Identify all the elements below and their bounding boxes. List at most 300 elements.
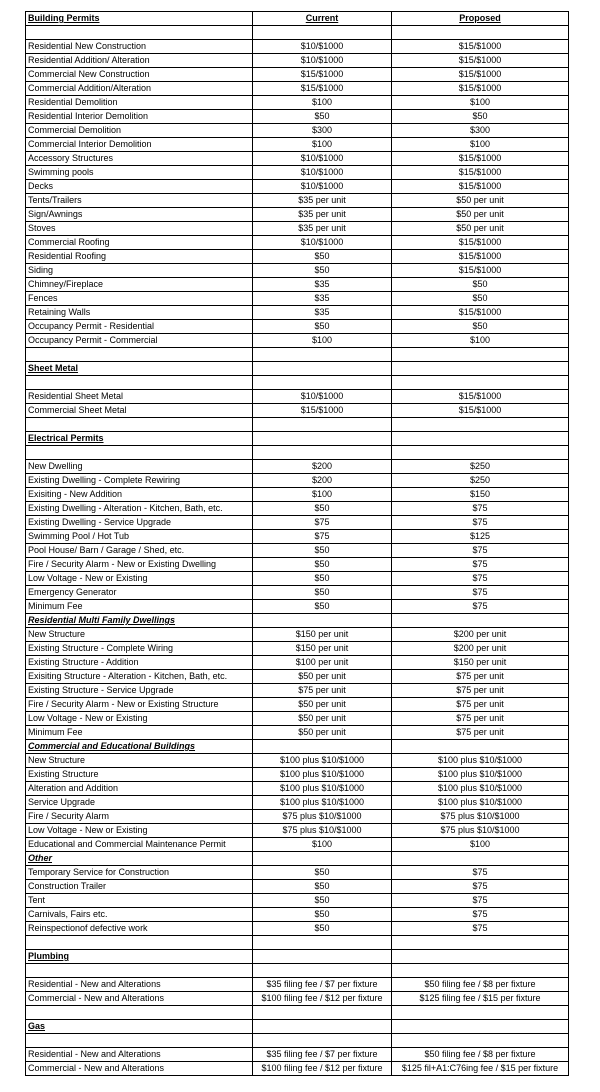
- proposed-fee-cell: [392, 446, 569, 460]
- fee-category-cell: [26, 26, 253, 40]
- blank-row: [26, 348, 569, 362]
- current-fee-cell: $200: [253, 474, 392, 488]
- fee-category-cell: Swimming Pool / Hot Tub: [26, 530, 253, 544]
- table-row: [26, 698, 569, 712]
- fee-category-cell: [26, 348, 253, 362]
- table-row: [26, 236, 569, 250]
- table-row: [26, 782, 569, 796]
- current-fee-cell: $50: [253, 922, 392, 936]
- current-fee-cell: $75 per unit: [253, 684, 392, 698]
- current-fee-cell: [253, 418, 392, 432]
- fee-category-cell: [26, 376, 253, 390]
- table-row: [26, 712, 569, 726]
- proposed-fee-cell: $15/$1000: [392, 180, 569, 194]
- proposed-fee-cell: $15/$1000: [392, 54, 569, 68]
- table-row: [26, 334, 569, 348]
- fee-category-cell: Retaining Walls: [26, 306, 253, 320]
- table-row: [26, 908, 569, 922]
- table-row: [26, 516, 569, 530]
- current-fee-cell: $35 filing fee / $7 per fixture: [253, 978, 392, 992]
- table-row: [26, 460, 569, 474]
- proposed-fee-cell: $250: [392, 460, 569, 474]
- current-fee-cell: [253, 740, 392, 754]
- blank-row: [26, 418, 569, 432]
- current-fee-cell: [253, 446, 392, 460]
- column-header-proposed: Proposed: [392, 12, 569, 26]
- current-fee-cell: $50: [253, 908, 392, 922]
- fee-category-cell: Residential Addition/ Alteration: [26, 54, 253, 68]
- proposed-fee-cell: [392, 376, 569, 390]
- subsection-heading-row: [26, 614, 569, 628]
- current-fee-cell: $35 filing fee / $7 per fixture: [253, 1048, 392, 1062]
- fee-category-cell: Fire / Security Alarm: [26, 810, 253, 824]
- fee-category-cell: Existing Structure - Complete Wiring: [26, 642, 253, 656]
- fee-category-cell: Low Voltage - New or Existing: [26, 824, 253, 838]
- proposed-fee-cell: [392, 418, 569, 432]
- table-row: [26, 54, 569, 68]
- fee-category-cell: [26, 446, 253, 460]
- fee-category-cell: Service Upgrade: [26, 796, 253, 810]
- fee-category-cell: Educational and Commercial Maintenance Permit: [26, 838, 253, 852]
- table-row: [26, 166, 569, 180]
- current-fee-cell: $75: [253, 516, 392, 530]
- fee-category-cell: Tent: [26, 894, 253, 908]
- current-fee-cell: $100: [253, 138, 392, 152]
- table-row: [26, 992, 569, 1006]
- table-row: [26, 600, 569, 614]
- proposed-fee-cell: [392, 614, 569, 628]
- proposed-fee-cell: [392, 26, 569, 40]
- current-fee-cell: $50 per unit: [253, 712, 392, 726]
- section-heading-row: [26, 362, 569, 376]
- current-fee-cell: $50: [253, 544, 392, 558]
- table-row: [26, 530, 569, 544]
- fee-category-cell: Commercial - New and Alterations: [26, 992, 253, 1006]
- fee-category-cell: Exisiting - New Addition: [26, 488, 253, 502]
- table-row: [26, 180, 569, 194]
- current-fee-cell: $15/$1000: [253, 82, 392, 96]
- fee-category-cell: Residential Sheet Metal: [26, 390, 253, 404]
- permit-fee-table: [25, 11, 569, 1076]
- fee-category-cell: Existing Dwelling - Service Upgrade: [26, 516, 253, 530]
- table-row: [26, 824, 569, 838]
- fee-category-cell: New Dwelling: [26, 460, 253, 474]
- fee-category-cell: Sign/Awnings: [26, 208, 253, 222]
- current-fee-cell: [253, 1006, 392, 1020]
- current-fee-cell: [253, 348, 392, 362]
- fee-category-cell: Commercial and Educational Buildings: [26, 740, 253, 754]
- proposed-fee-cell: $50 filing fee / $8 per fixture: [392, 1048, 569, 1062]
- fee-category-cell: Existing Structure: [26, 768, 253, 782]
- fee-category-cell: Carnivals, Fairs etc.: [26, 908, 253, 922]
- table-row: [26, 642, 569, 656]
- fee-category-cell: Siding: [26, 264, 253, 278]
- table-row: [26, 838, 569, 852]
- proposed-fee-cell: [392, 936, 569, 950]
- proposed-fee-cell: $75: [392, 922, 569, 936]
- section-heading-row: [26, 950, 569, 964]
- proposed-fee-cell: [392, 1020, 569, 1034]
- fee-category-cell: Existing Dwelling - Complete Rewiring: [26, 474, 253, 488]
- table-row: [26, 110, 569, 124]
- current-fee-cell: $75 plus $10/$1000: [253, 824, 392, 838]
- table-row: [26, 572, 569, 586]
- fee-category-cell: Occupancy Permit - Commercial: [26, 334, 253, 348]
- current-fee-cell: $35: [253, 306, 392, 320]
- fee-category-cell: [26, 1034, 253, 1048]
- fee-category-cell: New Structure: [26, 628, 253, 642]
- current-fee-cell: $100 plus $10/$1000: [253, 796, 392, 810]
- current-fee-cell: $10/$1000: [253, 40, 392, 54]
- current-fee-cell: $50: [253, 250, 392, 264]
- proposed-fee-cell: $100: [392, 838, 569, 852]
- proposed-fee-cell: $125 filing fee / $15 per fixture: [392, 992, 569, 1006]
- fee-category-cell: Low Voltage - New or Existing: [26, 572, 253, 586]
- proposed-fee-cell: $100 plus $10/$1000: [392, 796, 569, 810]
- blank-row: [26, 446, 569, 460]
- current-fee-cell: $10/$1000: [253, 180, 392, 194]
- fee-category-cell: Construction Trailer: [26, 880, 253, 894]
- fee-category-cell: Commercial Roofing: [26, 236, 253, 250]
- current-fee-cell: $50 per unit: [253, 670, 392, 684]
- blank-row: [26, 964, 569, 978]
- proposed-fee-cell: $50 per unit: [392, 222, 569, 236]
- proposed-fee-cell: $200 per unit: [392, 628, 569, 642]
- table-row: [26, 628, 569, 642]
- proposed-fee-cell: $125: [392, 530, 569, 544]
- fee-category-cell: Other: [26, 852, 253, 866]
- subsection-heading-row: [26, 852, 569, 866]
- proposed-fee-cell: $15/$1000: [392, 82, 569, 96]
- table-row: [26, 768, 569, 782]
- proposed-fee-cell: $50 per unit: [392, 208, 569, 222]
- current-fee-cell: $50: [253, 264, 392, 278]
- table-row: [26, 152, 569, 166]
- current-fee-cell: $100 per unit: [253, 656, 392, 670]
- table-row: [26, 558, 569, 572]
- table-row: [26, 1062, 569, 1076]
- current-fee-cell: [253, 376, 392, 390]
- table-row: [26, 1048, 569, 1062]
- fee-category-cell: Exisiting Structure - Alteration - Kitchen, Bath, etc.: [26, 670, 253, 684]
- fee-category-cell: Chimney/Fireplace: [26, 278, 253, 292]
- proposed-fee-cell: $75: [392, 908, 569, 922]
- current-fee-cell: $10/$1000: [253, 54, 392, 68]
- table-row: [26, 894, 569, 908]
- fee-category-cell: Residential Multi Family Dwellings: [26, 614, 253, 628]
- proposed-fee-cell: $50: [392, 292, 569, 306]
- table-row: [26, 138, 569, 152]
- fee-category-cell: Residential Demolition: [26, 96, 253, 110]
- proposed-fee-cell: $15/$1000: [392, 68, 569, 82]
- header-row: [26, 12, 569, 26]
- fee-category-cell: Commercial - New and Alterations: [26, 1062, 253, 1076]
- blank-row: [26, 1034, 569, 1048]
- current-fee-cell: $150 per unit: [253, 628, 392, 642]
- table-row: [26, 124, 569, 138]
- current-fee-cell: $100 filing fee / $12 per fixture: [253, 992, 392, 1006]
- fee-category-cell: [26, 418, 253, 432]
- current-fee-cell: $10/$1000: [253, 152, 392, 166]
- fee-category-cell: Existing Structure - Addition: [26, 656, 253, 670]
- table-row: [26, 796, 569, 810]
- proposed-fee-cell: $50: [392, 278, 569, 292]
- current-fee-cell: $35 per unit: [253, 194, 392, 208]
- table-row: [26, 880, 569, 894]
- proposed-fee-cell: $15/$1000: [392, 390, 569, 404]
- table-row: [26, 264, 569, 278]
- proposed-fee-cell: [392, 964, 569, 978]
- proposed-fee-cell: $75 plus $10/$1000: [392, 810, 569, 824]
- proposed-fee-cell: $50 per unit: [392, 194, 569, 208]
- fee-category-cell: Commercial New Construction: [26, 68, 253, 82]
- proposed-fee-cell: [392, 1006, 569, 1020]
- fee-category-cell: Electrical Permits: [26, 432, 253, 446]
- proposed-fee-cell: $75: [392, 586, 569, 600]
- fee-category-cell: Plumbing: [26, 950, 253, 964]
- current-fee-cell: $50: [253, 586, 392, 600]
- fee-category-cell: Existing Structure - Service Upgrade: [26, 684, 253, 698]
- blank-row: [26, 936, 569, 950]
- current-fee-cell: $100: [253, 334, 392, 348]
- proposed-fee-cell: $75 per unit: [392, 712, 569, 726]
- proposed-fee-cell: $15/$1000: [392, 166, 569, 180]
- column-header-current: Current: [253, 12, 392, 26]
- table-row: [26, 222, 569, 236]
- proposed-fee-cell: $15/$1000: [392, 404, 569, 418]
- table-row: [26, 656, 569, 670]
- proposed-fee-cell: [392, 1034, 569, 1048]
- proposed-fee-cell: $15/$1000: [392, 40, 569, 54]
- fee-category-cell: Residential Roofing: [26, 250, 253, 264]
- fee-category-cell: New Structure: [26, 754, 253, 768]
- current-fee-cell: $200: [253, 460, 392, 474]
- current-fee-cell: $150 per unit: [253, 642, 392, 656]
- fee-category-cell: Low Voltage - New or Existing: [26, 712, 253, 726]
- blank-row: [26, 26, 569, 40]
- proposed-fee-cell: $75 per unit: [392, 698, 569, 712]
- blank-row: [26, 1006, 569, 1020]
- table-body: [26, 26, 569, 1076]
- table-row: [26, 544, 569, 558]
- fee-category-cell: Fences: [26, 292, 253, 306]
- subsection-heading-row: [26, 740, 569, 754]
- fee-category-cell: Occupancy Permit - Residential: [26, 320, 253, 334]
- current-fee-cell: $10/$1000: [253, 390, 392, 404]
- current-fee-cell: $50: [253, 894, 392, 908]
- current-fee-cell: $10/$1000: [253, 236, 392, 250]
- proposed-fee-cell: $300: [392, 124, 569, 138]
- proposed-fee-cell: $15/$1000: [392, 264, 569, 278]
- current-fee-cell: [253, 936, 392, 950]
- table-row: [26, 754, 569, 768]
- current-fee-cell: $50: [253, 110, 392, 124]
- table-row: [26, 502, 569, 516]
- section-heading-row: [26, 1020, 569, 1034]
- proposed-fee-cell: $150 per unit: [392, 656, 569, 670]
- proposed-fee-cell: $75: [392, 544, 569, 558]
- fee-category-cell: Sheet Metal: [26, 362, 253, 376]
- current-fee-cell: [253, 26, 392, 40]
- current-fee-cell: $100 plus $10/$1000: [253, 782, 392, 796]
- fee-category-cell: Fire / Security Alarm - New or Existing Dwelling: [26, 558, 253, 572]
- proposed-fee-cell: $75 per unit: [392, 684, 569, 698]
- fee-category-cell: Swimming pools: [26, 166, 253, 180]
- table-row: [26, 292, 569, 306]
- table-row: [26, 390, 569, 404]
- table-row: [26, 922, 569, 936]
- proposed-fee-cell: $75: [392, 866, 569, 880]
- current-fee-cell: $50: [253, 866, 392, 880]
- proposed-fee-cell: $50: [392, 320, 569, 334]
- current-fee-cell: $35 per unit: [253, 208, 392, 222]
- current-fee-cell: $50: [253, 502, 392, 516]
- current-fee-cell: [253, 614, 392, 628]
- current-fee-cell: $35 per unit: [253, 222, 392, 236]
- current-fee-cell: [253, 432, 392, 446]
- proposed-fee-cell: $75: [392, 558, 569, 572]
- table-row: [26, 488, 569, 502]
- proposed-fee-cell: [392, 852, 569, 866]
- fee-category-cell: Fire / Security Alarm - New or Existing Structure: [26, 698, 253, 712]
- fee-category-cell: Commercial Addition/Alteration: [26, 82, 253, 96]
- proposed-fee-cell: $125 fil+A1:C76ing fee / $15 per fixture: [392, 1062, 569, 1076]
- table-row: [26, 866, 569, 880]
- fee-category-cell: Residential New Construction: [26, 40, 253, 54]
- current-fee-cell: $50 per unit: [253, 698, 392, 712]
- fee-category-cell: Residential - New and Alterations: [26, 1048, 253, 1062]
- proposed-fee-cell: $100: [392, 96, 569, 110]
- table-row: [26, 404, 569, 418]
- fee-category-cell: Stoves: [26, 222, 253, 236]
- fee-category-cell: [26, 964, 253, 978]
- proposed-fee-cell: $75: [392, 502, 569, 516]
- proposed-fee-cell: $15/$1000: [392, 236, 569, 250]
- current-fee-cell: $100 filing fee / $12 per fixture: [253, 1062, 392, 1076]
- current-fee-cell: $15/$1000: [253, 68, 392, 82]
- current-fee-cell: $300: [253, 124, 392, 138]
- table-row: [26, 586, 569, 600]
- proposed-fee-cell: $75: [392, 516, 569, 530]
- current-fee-cell: $50: [253, 320, 392, 334]
- table-row: [26, 194, 569, 208]
- table-row: [26, 250, 569, 264]
- proposed-fee-cell: $50 filing fee / $8 per fixture: [392, 978, 569, 992]
- current-fee-cell: $15/$1000: [253, 404, 392, 418]
- fee-category-cell: Tents/Trailers: [26, 194, 253, 208]
- proposed-fee-cell: $15/$1000: [392, 306, 569, 320]
- proposed-fee-cell: $75 per unit: [392, 726, 569, 740]
- fee-category-cell: Reinspectionof defective work: [26, 922, 253, 936]
- fee-category-cell: [26, 936, 253, 950]
- table-row: [26, 208, 569, 222]
- current-fee-cell: $35: [253, 278, 392, 292]
- table-row: [26, 978, 569, 992]
- column-header-category: Building Permits: [26, 12, 253, 26]
- current-fee-cell: [253, 964, 392, 978]
- proposed-fee-cell: $100: [392, 334, 569, 348]
- current-fee-cell: $100: [253, 96, 392, 110]
- current-fee-cell: [253, 852, 392, 866]
- proposed-fee-cell: [392, 740, 569, 754]
- table-row: [26, 684, 569, 698]
- fee-category-cell: Commercial Sheet Metal: [26, 404, 253, 418]
- current-fee-cell: $100: [253, 488, 392, 502]
- proposed-fee-cell: $75 per unit: [392, 670, 569, 684]
- current-fee-cell: [253, 950, 392, 964]
- proposed-fee-cell: $250: [392, 474, 569, 488]
- table-row: [26, 96, 569, 110]
- current-fee-cell: $75: [253, 530, 392, 544]
- proposed-fee-cell: $200 per unit: [392, 642, 569, 656]
- current-fee-cell: $50: [253, 600, 392, 614]
- table-row: [26, 40, 569, 54]
- proposed-fee-cell: $75 plus $10/$1000: [392, 824, 569, 838]
- proposed-fee-cell: [392, 362, 569, 376]
- blank-row: [26, 376, 569, 390]
- fee-category-cell: Gas: [26, 1020, 253, 1034]
- fee-category-cell: Residential - New and Alterations: [26, 978, 253, 992]
- fee-category-cell: Minimum Fee: [26, 600, 253, 614]
- fee-category-cell: Decks: [26, 180, 253, 194]
- proposed-fee-cell: $150: [392, 488, 569, 502]
- proposed-fee-cell: $75: [392, 600, 569, 614]
- current-fee-cell: $100 plus $10/$1000: [253, 754, 392, 768]
- current-fee-cell: [253, 1020, 392, 1034]
- current-fee-cell: $50: [253, 880, 392, 894]
- table-row: [26, 68, 569, 82]
- table-row: [26, 474, 569, 488]
- current-fee-cell: $10/$1000: [253, 166, 392, 180]
- current-fee-cell: [253, 362, 392, 376]
- fee-category-cell: Accessory Structures: [26, 152, 253, 166]
- fee-category-cell: Commercial Demolition: [26, 124, 253, 138]
- proposed-fee-cell: [392, 432, 569, 446]
- fee-category-cell: Commercial Interior Demolition: [26, 138, 253, 152]
- table-row: [26, 726, 569, 740]
- fee-category-cell: [26, 1006, 253, 1020]
- table-row: [26, 810, 569, 824]
- fee-category-cell: Minimum Fee: [26, 726, 253, 740]
- proposed-fee-cell: $100 plus $10/$1000: [392, 768, 569, 782]
- proposed-fee-cell: [392, 950, 569, 964]
- current-fee-cell: $50: [253, 558, 392, 572]
- current-fee-cell: $50 per unit: [253, 726, 392, 740]
- fee-category-cell: Pool House/ Barn / Garage / Shed, etc.: [26, 544, 253, 558]
- current-fee-cell: $75 plus $10/$1000: [253, 810, 392, 824]
- proposed-fee-cell: $15/$1000: [392, 250, 569, 264]
- current-fee-cell: $100: [253, 838, 392, 852]
- current-fee-cell: [253, 1034, 392, 1048]
- proposed-fee-cell: [392, 348, 569, 362]
- current-fee-cell: $100 plus $10/$1000: [253, 768, 392, 782]
- fee-category-cell: Residential Interior Demolition: [26, 110, 253, 124]
- proposed-fee-cell: $50: [392, 110, 569, 124]
- proposed-fee-cell: $100 plus $10/$1000: [392, 782, 569, 796]
- proposed-fee-cell: $100: [392, 138, 569, 152]
- table-row: [26, 306, 569, 320]
- table-row: [26, 82, 569, 96]
- fee-category-cell: Emergency Generator: [26, 586, 253, 600]
- section-heading-row: [26, 432, 569, 446]
- fee-category-cell: Temporary Service for Construction: [26, 866, 253, 880]
- proposed-fee-cell: $75: [392, 880, 569, 894]
- current-fee-cell: $50: [253, 572, 392, 586]
- proposed-fee-cell: $75: [392, 894, 569, 908]
- table-row: [26, 670, 569, 684]
- table-row: [26, 320, 569, 334]
- table-row: [26, 278, 569, 292]
